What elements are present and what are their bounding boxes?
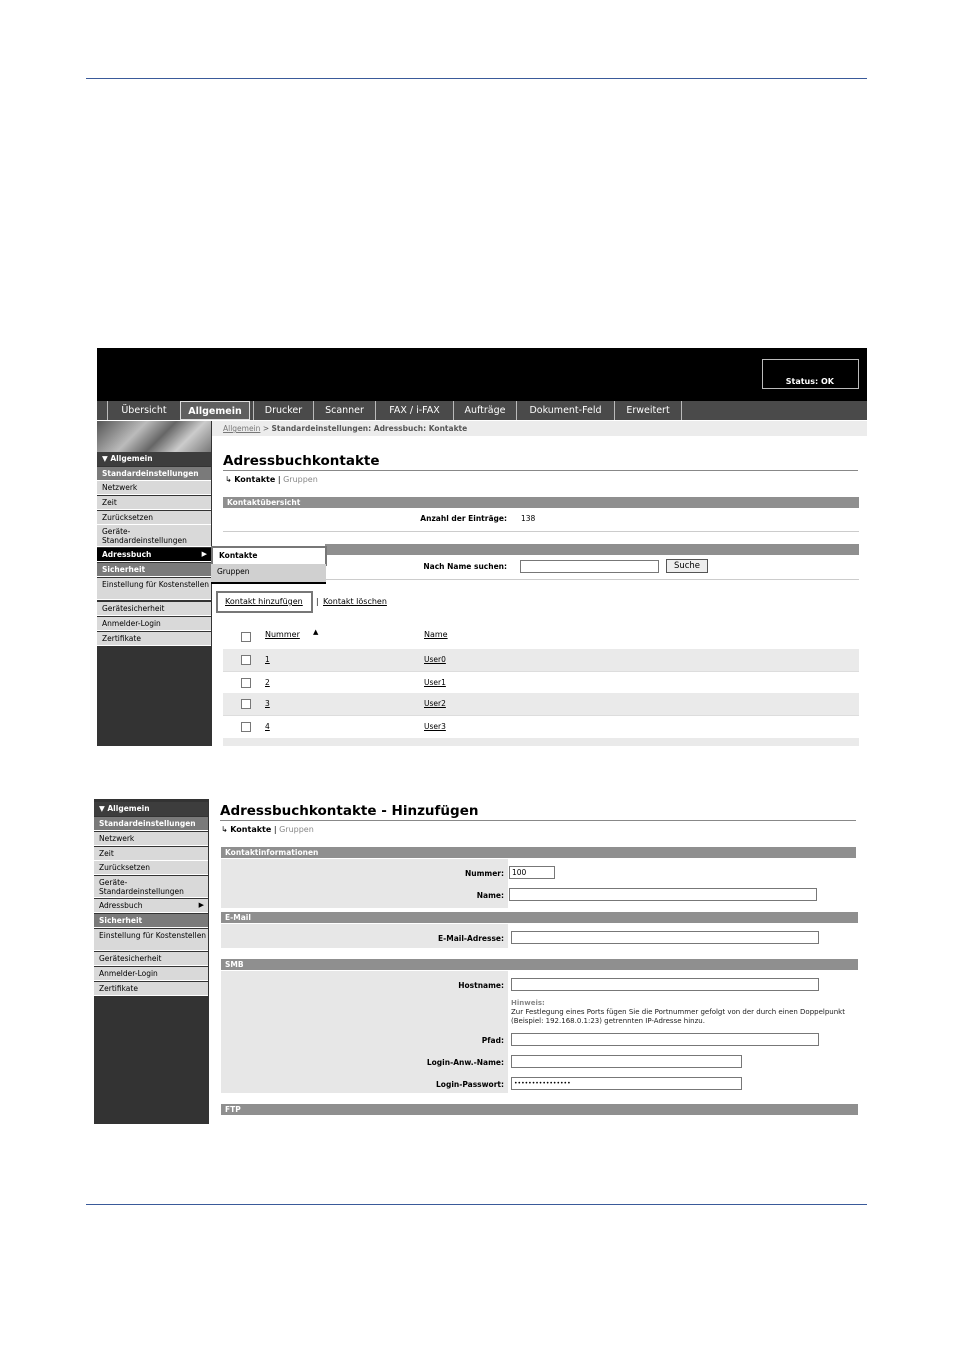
column-header-name[interactable]: Name	[424, 630, 448, 639]
sidebar-item-network[interactable]: Netzwerk	[97, 481, 211, 495]
section-bar-search	[325, 544, 859, 555]
return-arrow-icon: ↳	[221, 825, 228, 834]
add-contact-link[interactable]: Kontakt hinzufügen	[225, 597, 303, 606]
sidebar-item-address-book-label: Adressbuch	[99, 901, 143, 910]
sidebar-header-general[interactable]: ▼ Allgemein	[97, 452, 211, 466]
address-book-submenu-groups[interactable]: Gruppen	[211, 564, 326, 582]
row-checkbox[interactable]	[241, 722, 251, 732]
sidebar-header-general[interactable]: ▼ Allgemein	[94, 802, 208, 816]
section-bar-email: E-Mail	[221, 912, 858, 923]
header-bar	[97, 348, 867, 401]
tab-overview[interactable]: Übersicht	[107, 401, 180, 420]
tab-bar	[97, 401, 867, 420]
sidebar-item-device-security[interactable]: Gerätesicherheit	[94, 952, 208, 966]
page-title: Adressbuchkontakte - Hinzufügen	[220, 803, 479, 819]
sidebar-item-certificates[interactable]: Zertifikate	[97, 632, 211, 646]
tab-general[interactable]: Allgemein	[180, 401, 250, 420]
table-row	[223, 715, 859, 738]
submenu-bottom-border	[211, 582, 326, 584]
top-rule	[86, 78, 867, 79]
entries-count-value: 138	[521, 514, 536, 523]
table-row	[223, 693, 859, 715]
row-number[interactable]: 3	[265, 699, 270, 708]
sidebar-item-certificates[interactable]: Zertifikate	[94, 982, 208, 996]
chevron-right-icon: ▶	[201, 550, 207, 558]
path-label: Pfad:	[481, 1036, 504, 1045]
breadcrumb-link-general[interactable]: Allgemein	[223, 424, 261, 433]
hint-title: Hinweis:	[511, 999, 545, 1007]
sidebar-item-address-book[interactable]	[94, 899, 208, 913]
tab-advanced[interactable]: Erweitert	[614, 401, 682, 420]
breadcrumb-separator: >	[262, 424, 270, 433]
sub-navigation	[225, 475, 318, 484]
entries-count-label: Anzahl der Einträge:	[420, 514, 507, 523]
section-bar-ftp: FTP	[221, 1104, 858, 1115]
sidebar-item-time[interactable]: Zeit	[97, 496, 211, 510]
sidebar-item-reset[interactable]: Zurücksetzen	[94, 861, 208, 875]
hostname-input[interactable]	[511, 978, 819, 991]
search-name-input[interactable]	[520, 560, 659, 573]
number-label: Nummer:	[464, 869, 504, 878]
page-title: Adressbuchkontakte	[223, 453, 380, 469]
sub-navigation	[221, 825, 314, 834]
email-label: E-Mail-Adresse:	[438, 934, 504, 943]
title-underline	[223, 470, 858, 471]
sidebar-item-default-settings[interactable]: Standardeinstellungen	[94, 817, 208, 831]
subnav-groups[interactable]: Gruppen	[283, 475, 318, 484]
sidebar-item-device-defaults[interactable]: Geräte-Standardeinstellungen	[97, 525, 211, 547]
tab-scanner[interactable]: Scanner	[313, 401, 375, 420]
tab-document-box[interactable]: Dokument-Feld	[516, 401, 614, 420]
sidebar-item-address-book-label: Adressbuch	[102, 550, 152, 559]
subnav-separator: |	[273, 825, 277, 834]
sidebar	[94, 799, 209, 1124]
name-input[interactable]	[509, 888, 817, 901]
table-row	[223, 671, 859, 694]
sort-ascending-icon[interactable]: ▲	[313, 628, 319, 636]
column-header-number[interactable]: Nummer	[265, 630, 300, 639]
tab-fax[interactable]: FAX / i-FAX	[375, 401, 453, 420]
breadcrumb	[212, 421, 867, 436]
subnav-separator: |	[277, 475, 281, 484]
sidebar-item-login[interactable]: Anmelder-Login	[94, 967, 208, 981]
email-input[interactable]	[511, 931, 819, 944]
breadcrumb-current: Standardeinstellungen: Adressbuch: Kontakte	[271, 424, 468, 433]
sidebar-item-security[interactable]: Sicherheit	[97, 563, 211, 577]
row-checkbox[interactable]	[241, 678, 251, 688]
row-checkbox[interactable]	[241, 699, 251, 709]
row-name[interactable]: User0	[424, 655, 446, 664]
sidebar-item-login[interactable]: Anmelder-Login	[97, 617, 211, 631]
tab-printer[interactable]: Drucker	[253, 401, 313, 420]
subnav-contacts[interactable]: Kontakte	[234, 475, 276, 484]
hostname-label: Hostname:	[458, 981, 504, 990]
number-input[interactable]: 100	[509, 866, 555, 879]
name-label: Name:	[476, 891, 504, 900]
subnav-groups[interactable]: Gruppen	[279, 825, 314, 834]
section-bar-smb: SMB	[221, 959, 858, 970]
row-number[interactable]: 2	[265, 678, 270, 687]
section-bar-contact-info: Kontaktinformationen	[221, 847, 856, 858]
row-name[interactable]: User2	[424, 699, 446, 708]
search-name-label: Nach Name suchen:	[423, 562, 507, 571]
screenshot-contacts-list	[97, 348, 867, 746]
address-book-submenu-contacts[interactable]: Kontakte	[211, 546, 327, 566]
sidebar-item-cost-centers[interactable]: Einstellung für Kostenstellen	[97, 578, 211, 600]
row-number[interactable]: 1	[265, 655, 270, 664]
sidebar-item-network[interactable]: Netzwerk	[94, 832, 208, 846]
row-number[interactable]: 4	[265, 722, 270, 731]
return-arrow-icon: ↳	[225, 475, 232, 484]
overview-divider	[223, 531, 859, 532]
tab-jobs[interactable]: Aufträge	[453, 401, 516, 420]
subnav-contacts[interactable]: Kontakte	[230, 825, 272, 834]
sidebar-item-device-defaults[interactable]: Geräte-Standardeinstellungen	[94, 876, 208, 898]
path-input[interactable]	[511, 1033, 819, 1046]
row-name[interactable]: User1	[424, 678, 446, 687]
hint-text: Zur Festlegung eines Ports fügen Sie die Portnummer gefolgt von der durch einen Doppelpunkt (Beispiel: 192.168.0.1:23) getrennten IP-Adresse hinzu.	[511, 1008, 845, 1025]
sidebar-photo	[97, 421, 211, 452]
title-underline	[220, 820, 856, 821]
sidebar-item-security[interactable]: Sicherheit	[94, 914, 208, 928]
row-name[interactable]: User3	[424, 722, 446, 731]
table-row-partial	[223, 738, 859, 746]
screenshot-add-contact	[94, 799, 867, 1124]
chevron-right-icon: ▶	[198, 901, 204, 909]
status-box: Status: OK	[762, 359, 859, 389]
sidebar-item-address-book[interactable]	[97, 548, 211, 562]
login-name-input[interactable]	[511, 1055, 742, 1068]
sidebar-item-reset[interactable]: Zurücksetzen	[97, 511, 211, 525]
bottom-rule	[86, 1204, 867, 1205]
select-all-checkbox[interactable]	[241, 632, 251, 642]
actions-separator: |	[316, 597, 319, 606]
login-password-input[interactable]: ••••••••••••••••	[511, 1077, 742, 1090]
sidebar-item-device-security[interactable]: Gerätesicherheit	[97, 602, 211, 616]
login-name-label: Login-Anw.-Name:	[426, 1058, 504, 1067]
sidebar-item-cost-centers[interactable]: Einstellung für Kostenstellen	[94, 929, 208, 951]
sidebar	[97, 421, 212, 746]
section-bar-overview: Kontaktübersicht	[223, 497, 859, 508]
contact-info-panel	[221, 859, 508, 908]
delete-contact-link[interactable]: Kontakt löschen	[323, 597, 387, 606]
search-button[interactable]: Suche	[666, 559, 708, 573]
sidebar-item-default-settings[interactable]: Standardeinstellungen	[97, 467, 211, 481]
table-row	[223, 649, 859, 671]
row-checkbox[interactable]	[241, 655, 251, 665]
sidebar-item-time[interactable]: Zeit	[94, 847, 208, 861]
login-password-label: Login-Passwort:	[436, 1080, 504, 1089]
